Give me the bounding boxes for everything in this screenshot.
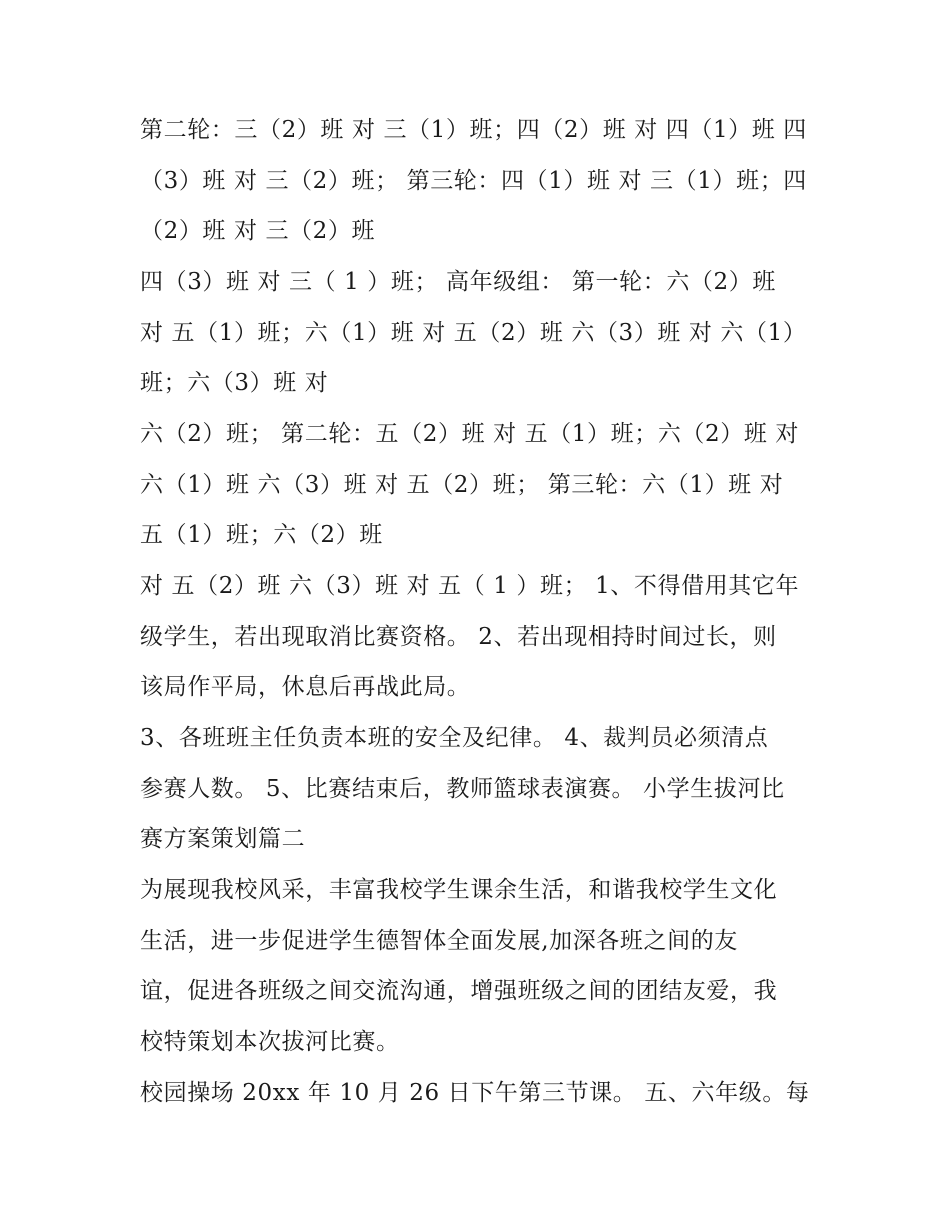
text-line: 四（3）班 对 三（ 1 ）班； 高年级组： 第一轮：六（2）班 (140, 269, 776, 295)
text-line: 该局作平局，休息后再战此局。 (140, 674, 471, 700)
text-line: 谊，促进各班级之间交流沟通，增强班级之间的团结友爱，我 (140, 978, 778, 1004)
text-line: 对 五（1）班；六（1）班 对 五（2）班 六（3）班 对 六（1） (140, 320, 807, 346)
text-line: 为展现我校风采，丰富我校学生课余生活，和谐我校学生文化 (140, 877, 778, 903)
text-line: 对 五（2）班 六（3）班 对 五（ 1 ）班； 1、不得借用其它年 (140, 573, 800, 599)
text-line: 参赛人数。 5、比赛结束后，教师篮球表演赛。 小学生拔河比 (140, 776, 785, 802)
text-line: 六（2）班； 第二轮：五（2）班 对 五（1）班；六（2）班 对 (140, 421, 799, 447)
text-line: 级学生，若出现取消比赛资格。 2、若出现相持时间过长，则 (140, 624, 777, 650)
text-line: 校特策划本次拔河比赛。 (140, 1029, 400, 1055)
text-line: 赛方案策划篇二 (140, 826, 306, 852)
text-line: 校园操场 20xx 年 10 月 26 日下午第三节课。 五、六年级。每 (140, 1080, 810, 1106)
text-line: 班；六（3）班 对 (140, 370, 329, 396)
text-line: （3）班 对 三（2）班； 第三轮：四（1）班 对 三（1）班；四 (140, 168, 807, 194)
text-line: 六（1）班 六（3）班 对 五（2）班； 第三轮：六（1）班 对 (140, 472, 784, 498)
text-line: 3、各班班主任负责本班的安全及纪律。 4、裁判员必须清点 (140, 725, 769, 751)
text-line: 第二轮：三（2）班 对 三（1）班；四（2）班 对 四（1）班 四 (140, 117, 807, 143)
text-line: （2）班 对 三（2）班 (140, 218, 376, 244)
text-line: 生活，进一步促进学生德智体全面发展,加深各班之间的友 (140, 928, 738, 954)
text-line: 五（1）班；六（2）班 (140, 522, 383, 548)
